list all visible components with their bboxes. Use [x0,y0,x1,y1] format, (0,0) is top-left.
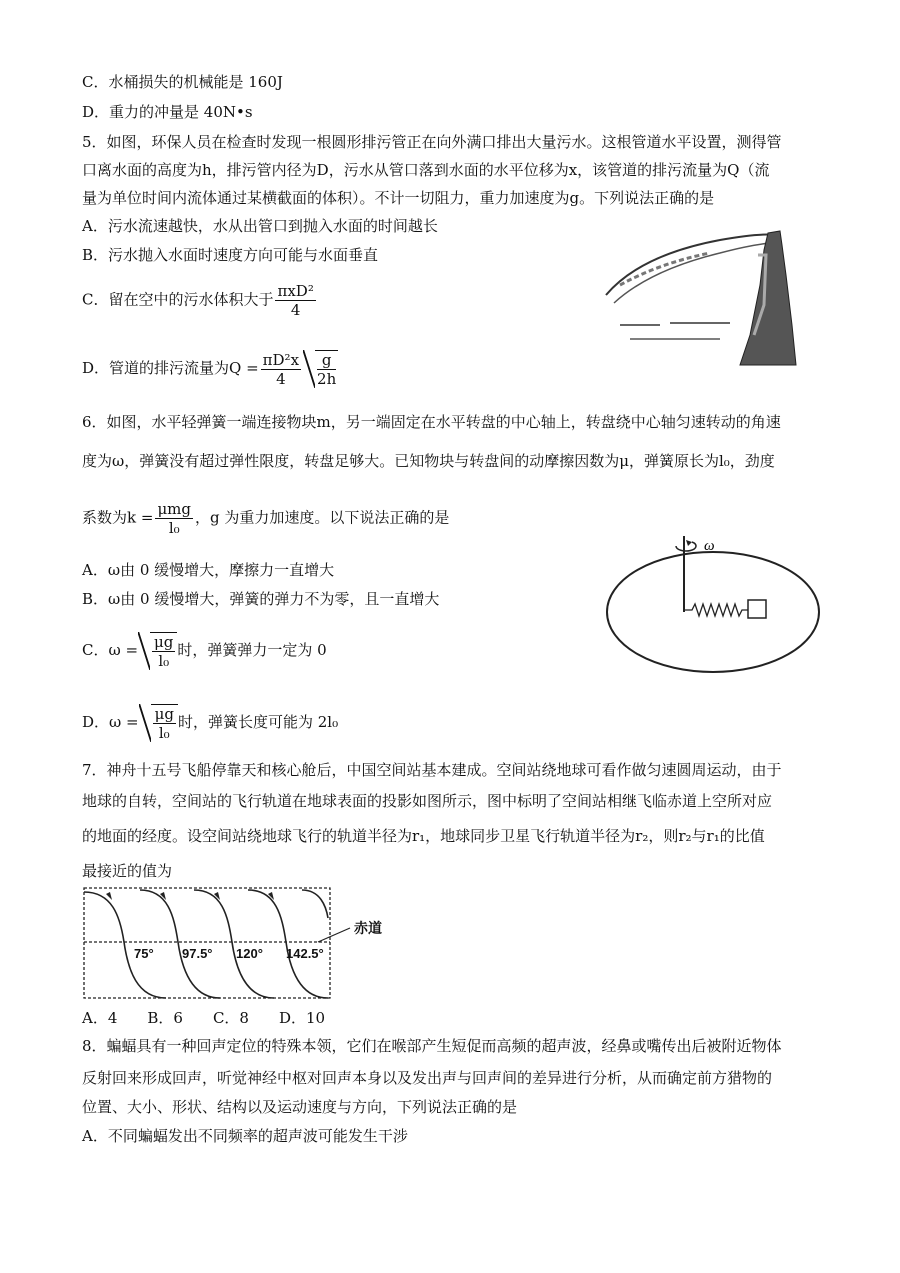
q7-longitude-2: 97.5° [182,946,213,961]
q6-option-d-suffix: 时，弹簧长度可能为 2l₀ [177,713,339,731]
q6-d-numerator: μg [154,705,174,723]
q5-option-d [82,350,338,388]
q6-option-d-label: D．ω = [82,713,139,731]
q7-track-curves [84,890,328,998]
q7-track-arrows [106,892,274,900]
q7-arrow-1 [106,892,112,900]
q5-option-d-label: D．管道的排污流量为Q = [82,359,259,377]
q7-track-4 [248,890,328,998]
q7-stem-line-3: 的地面的经度。设空间站绕地球飞行的轨道半径为r₁，地球同步卫星飞行轨道半径为r₂，则r₂与r₁的比值 [82,827,765,845]
q5-stem-line-3: 量为单位时间内流体通过某横截面的体积）。不计一切阻力，重力加速度为g。下列说法正确的是 [82,189,715,207]
q6-stem-line-1: 6．如图，水平轻弹簧一端连接物块m，另一端固定在水平转盘的中心轴上，转盘绕中心轴匀速转动的角速 [82,413,781,431]
q5-option-d-sqrt [303,350,338,388]
q7-longitude-4: 142.5° [286,946,324,961]
q6-stem-suffix: ，g 为重力加速度。以下说法正确的是 [195,508,450,527]
q6-option-d [82,704,338,742]
q6-option-c-label: C．ω = [82,641,139,659]
q7-longitude-1: 75° [134,946,154,961]
q6-stem-line-2: 度为ω，弹簧没有超过弹性限度，转盘足够大。已知物块与转盘间的动摩擦因数为μ，弹簧原长为l₀，劲度 [82,452,775,470]
q5-sewage-figure [600,215,800,375]
q7-track-5 [302,890,328,918]
q7-stem-line-1: 7．神舟十五号飞船停靠天和核心舱后，中国空间站基本建成。空间站绕地球可看作做匀速圆周运动，由于 [82,761,782,779]
q5-sqrt-denominator: 2h [317,370,337,388]
q5-option-c [82,282,318,319]
q5-sqrt-numerator: g [317,351,336,370]
q6-k-numerator: μmg [157,500,192,518]
q6-k-fraction [155,500,193,537]
q8-stem-line-3: 位置、大小、形状、结构以及运动速度与方向，下列说法正确的是 [82,1098,518,1116]
q5-option-d-denominator: 4 [276,369,286,388]
q8-option-a: A．不同蝙蝠发出不同频率的超声波可能发生干涉 [82,1127,408,1145]
q5-option-d-numerator: πD²x [262,350,300,369]
q6-k-denominator: l₀ [168,519,180,537]
q7-map-frame [84,888,330,998]
q8-stem-line-1: 8．蝙蝠具有一种回声定位的特殊本领，它们在喉部产生短促而高频的超声波，经鼻或嘴传出后被附近物体 [82,1037,782,1055]
q5-option-c-denominator: 4 [290,301,301,319]
q6-rotation-arrow [676,542,696,551]
q7-track-2 [140,890,220,998]
q5-option-a: A．污水流速越快，水从出管口到抛入水面的时间越长 [82,217,438,235]
q5-option-d-fraction [261,351,301,388]
q6-omega-label: ω [704,538,715,554]
q6-option-c-sqrt [138,632,177,670]
q5-option-b: B．污水抛入水面时速度方向可能与水面垂直 [82,246,379,264]
q8-stem-line-2: 反射回来形成回声，听觉神经中枢对回声本身以及发出声与回声间的差异进行分析，从而确定前方猎物的 [82,1069,773,1087]
q5-pipe-wall [740,231,796,365]
q6-rotation-arrowhead [686,540,692,546]
q5-water-jet-lower [614,243,770,303]
q6-option-b: B．ω由 0 缓慢增大，弹簧的弹力不为零，且一直增大 [82,590,440,608]
q7-equator-pointer [318,928,350,942]
q6-stem-line-3 [82,500,449,537]
q6-d-denominator: l₀ [158,724,170,742]
q7-track-1 [84,892,166,998]
q6-block [748,600,766,618]
q7-stem-line-4: 最接近的值为 [82,862,173,880]
q7-track-3 [194,890,274,998]
q4-option-c: C．水桶损失的机械能是 160J [82,73,283,91]
q7-ground-track-figure [82,886,412,1004]
q5-option-c-numerator: πxD² [277,282,314,300]
q6-c-numerator: μg [154,633,174,651]
q6-option-a: A．ω由 0 缓慢增大，摩擦力一直增大 [82,561,335,579]
q6-stem-label: 系数为k = [82,508,154,527]
q6-turntable-figure [600,532,830,682]
q4-option-d: D．重力的冲量是 40N•s [82,103,253,121]
q5-stem-line-2: 口离水面的高度为h，排污管内径为D，污水从管口落到水面的水平位移为x，该管道的排污流量为Q（流 [82,161,770,179]
q5-stem-line-1: 5．如图，环保人员在检查时发现一根圆形排污管正在向外满口排出大量污水。这根管道水平设置，测得管 [82,133,782,151]
q5-water-jet-texture [620,253,710,285]
q5-option-c-fraction [275,282,315,319]
q6-c-denominator: l₀ [158,652,170,670]
q6-option-c [82,632,327,670]
q6-option-c-suffix: 时，弹簧弹力一定为 0 [177,641,327,659]
q7-options: A．4 B．6 C．8 D．10 [82,1009,326,1027]
q7-longitude-3: 120° [236,946,263,961]
q6-spring [684,604,748,616]
q7-stem-line-2: 地球的自转，空间站的飞行轨道在地球表面的投影如图所示，图中标明了空间站相继飞临赤道上空所对应 [82,792,773,810]
q5-water-jet-upper [606,235,775,295]
q6-option-d-sqrt [139,704,178,742]
q7-equator-label: 赤道 [354,921,382,937]
q5-option-c-label: C．留在空中的污水体积大于 [82,290,274,309]
